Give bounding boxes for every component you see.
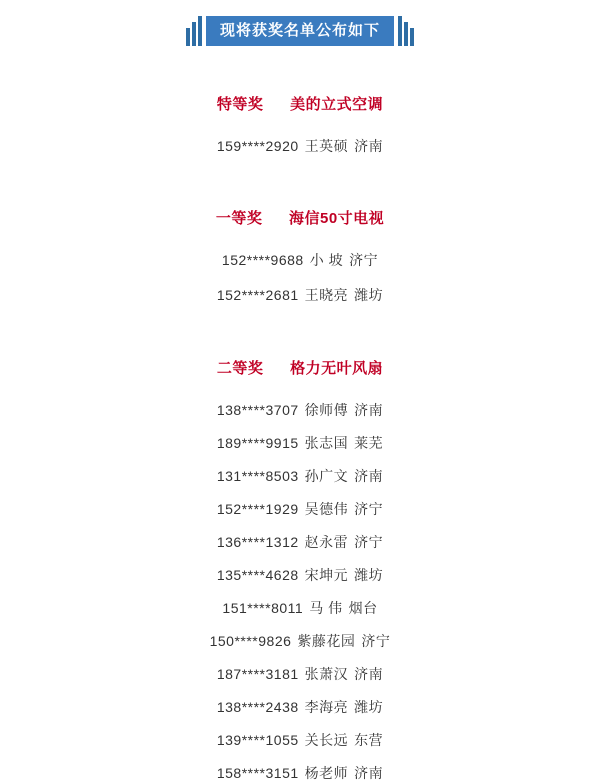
- prize-heading: [0, 207, 600, 228]
- banner: [0, 16, 600, 46]
- winner-phone: 189****9915: [216, 435, 299, 451]
- prize-item: 美的立式空调: [290, 96, 384, 113]
- winner-phone: 187****3181: [216, 666, 299, 682]
- winner-name: 张志国: [304, 435, 349, 451]
- winner-row: [0, 763, 600, 783]
- winner-row: [0, 136, 600, 156]
- winner-row: [0, 697, 600, 717]
- prize-grade: 一等奖: [215, 210, 263, 227]
- winner-city: 潍坊: [354, 699, 384, 715]
- winner-city: 济宁: [349, 252, 379, 268]
- winner-city: 莱芜: [354, 435, 384, 451]
- winner-city: 济宁: [354, 534, 384, 550]
- prize-item: 格力无叶风扇: [290, 360, 384, 377]
- banner-title: 现将获奖名单公布如下: [206, 16, 394, 46]
- prize-item: 海信50寸电视: [289, 210, 385, 227]
- winner-name: 张萧汉: [304, 666, 349, 682]
- winner-phone: 138****3707: [216, 402, 299, 418]
- winner-city: 济南: [354, 765, 384, 781]
- winner-name: 王英硕: [304, 138, 349, 154]
- winner-row: [0, 631, 600, 651]
- winner-phone: 136****1312: [216, 534, 299, 550]
- winner-row: [0, 532, 600, 552]
- winner-city: 济南: [354, 666, 384, 682]
- winner-phone: 150****9826: [209, 633, 292, 649]
- prize-section-first: [0, 207, 600, 305]
- winner-phone: 135****4628: [216, 567, 299, 583]
- winner-row: [0, 400, 600, 420]
- prize-grade: 特等奖: [216, 96, 264, 113]
- winner-name: 马 伟: [309, 600, 343, 616]
- bars-right-icon: [394, 16, 418, 46]
- winner-city: 济宁: [361, 633, 391, 649]
- winner-name: 杨老师: [304, 765, 349, 781]
- winner-name: 关长远: [304, 732, 349, 748]
- winner-phone: 152****9688: [221, 252, 304, 268]
- winner-city: 济南: [354, 402, 384, 418]
- winner-city: 济宁: [354, 501, 384, 517]
- winner-city: 济南: [354, 138, 384, 154]
- prize-section-second: [0, 357, 600, 783]
- winner-row: [0, 250, 600, 270]
- bars-left-icon: [182, 16, 206, 46]
- winner-city: 东营: [354, 732, 384, 748]
- prize-heading: [0, 357, 600, 378]
- prize-section-special: [0, 93, 600, 156]
- winner-row: [0, 565, 600, 585]
- winner-phone: 152****1929: [216, 501, 299, 517]
- winner-phone: 151****8011: [222, 600, 304, 616]
- winner-city: 潍坊: [354, 567, 384, 583]
- winner-name: 紫藤花园: [297, 633, 356, 649]
- winner-name: 徐师傅: [304, 402, 349, 418]
- winner-name: 王晓亮: [304, 287, 349, 303]
- winner-row: [0, 598, 600, 618]
- winner-city: 潍坊: [354, 287, 384, 303]
- winner-row: [0, 466, 600, 486]
- winner-phone: 152****2681: [216, 287, 299, 303]
- winner-name: 李海亮: [304, 699, 349, 715]
- winner-name: 赵永雷: [304, 534, 349, 550]
- winner-name: 小 坡: [309, 252, 344, 268]
- winner-phone: 159****2920: [216, 138, 299, 154]
- winner-phone: 131****8503: [216, 468, 299, 484]
- winner-city: 济南: [354, 468, 384, 484]
- winner-city: 烟台: [348, 600, 378, 616]
- winner-phone: 158****3151: [216, 765, 299, 781]
- winner-row: [0, 664, 600, 684]
- winner-name: 宋坤元: [304, 567, 349, 583]
- winner-phone: 139****1055: [216, 732, 299, 748]
- winner-phone: 138****2438: [216, 699, 299, 715]
- winner-row: [0, 730, 600, 750]
- prize-heading: [0, 93, 600, 114]
- winner-row: [0, 433, 600, 453]
- winner-name: 吴德伟: [304, 501, 349, 517]
- winner-name: 孙广文: [304, 468, 349, 484]
- prize-grade: 二等奖: [216, 360, 264, 377]
- winner-row: [0, 285, 600, 305]
- winner-row: [0, 499, 600, 519]
